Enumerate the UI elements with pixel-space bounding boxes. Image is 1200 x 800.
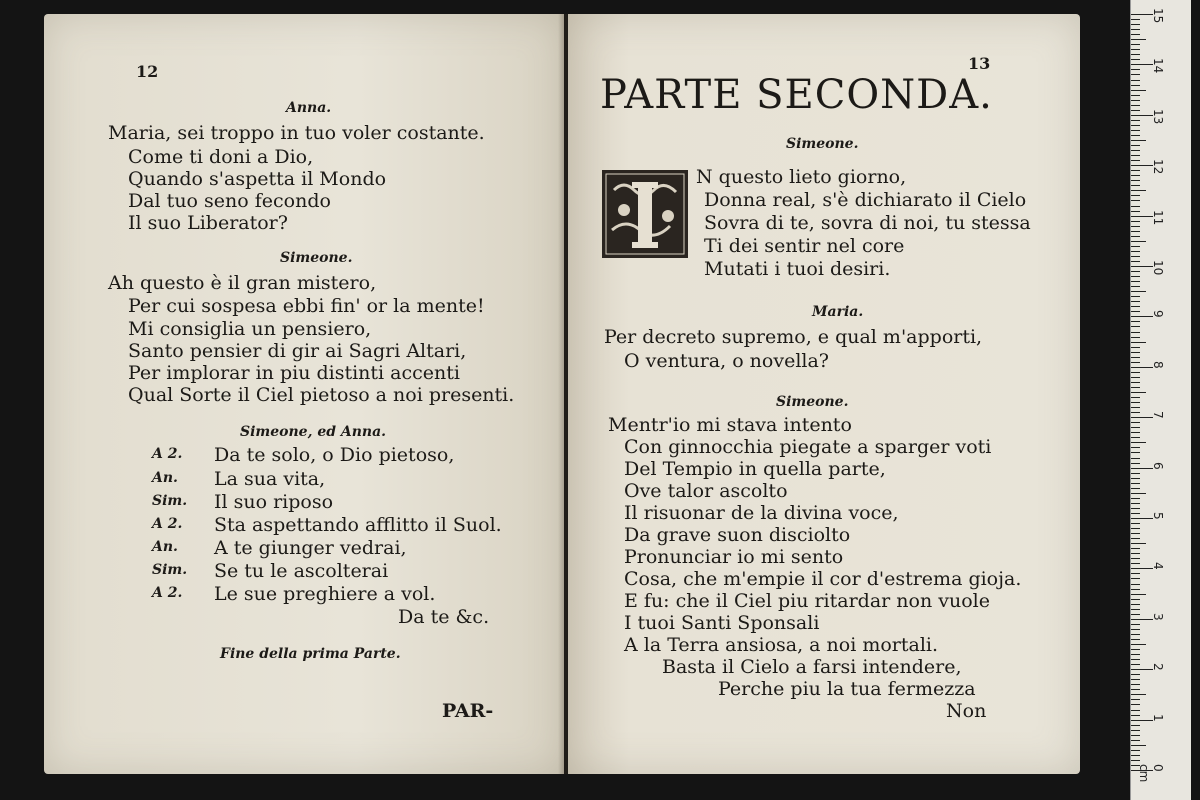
ruler-label: 2 — [1151, 663, 1165, 671]
ruler-tick — [1131, 578, 1140, 579]
ruler-label: 3 — [1151, 612, 1165, 621]
ruler-tick — [1131, 281, 1140, 282]
end-note: Fine della prima Parte. — [220, 646, 401, 662]
ruler-tick — [1131, 473, 1140, 474]
ruler-tick — [1131, 54, 1140, 55]
decorated-initial-icon — [602, 170, 688, 258]
ruler-tick — [1131, 246, 1140, 247]
ruler-tick — [1131, 689, 1140, 690]
ruler-tick — [1131, 694, 1146, 695]
ruler-tick — [1131, 422, 1140, 423]
verse-line: Dal tuo seno fecondo — [128, 190, 331, 212]
ruler-tick — [1131, 206, 1140, 207]
ruler-tick — [1131, 508, 1140, 509]
ruler-tick — [1131, 100, 1140, 101]
speaker-label: Simeone. — [280, 250, 353, 266]
verse-line: Donna real, s'è dichiarato il Cielo — [704, 189, 1027, 211]
ruler-tick — [1131, 291, 1146, 292]
ruler-tick — [1131, 342, 1146, 343]
ruler-tick — [1131, 679, 1140, 680]
ruler-tick — [1131, 34, 1140, 35]
ruler-tick — [1131, 200, 1140, 201]
ruler-tick — [1131, 432, 1140, 433]
ruler-tick — [1131, 684, 1140, 685]
verse-line: Ti dei sentir nel core — [704, 235, 905, 257]
ruler-tick — [1131, 286, 1140, 287]
ruler-tick — [1131, 427, 1140, 428]
verse-line: A la Terra ansiosa, a noi mortali. — [624, 634, 939, 656]
ruler-tick — [1131, 367, 1153, 368]
ruler-tick — [1131, 750, 1140, 751]
ruler-tick — [1131, 745, 1146, 746]
ruler-tick — [1131, 362, 1140, 363]
ruler-tick — [1131, 221, 1140, 222]
ruler-tick — [1131, 674, 1140, 675]
ruler-tick — [1131, 95, 1140, 96]
ruler-tick — [1131, 261, 1140, 262]
ruler-tick — [1131, 563, 1140, 564]
duet-line: Il suo riposo — [214, 491, 334, 513]
ruler-tick — [1131, 715, 1140, 716]
ruler-tick — [1131, 14, 1153, 15]
ruler-tick — [1131, 710, 1140, 711]
ruler-tick — [1131, 498, 1140, 499]
ruler-label: 12 — [1151, 159, 1165, 175]
duet-line: Sta aspettando afflitto il Suol. — [214, 514, 502, 536]
ruler-tick — [1131, 558, 1140, 559]
ruler-tick — [1131, 145, 1140, 146]
ruler-tick — [1131, 624, 1140, 625]
ruler-tick — [1131, 195, 1140, 196]
verse-line: Qual Sorte il Ciel pietoso a noi presenti. — [128, 384, 515, 406]
verse-line: Cosa, che m'empie il cor d'estrema gioja. — [624, 568, 1022, 590]
verse-line: N questo lieto giorno, — [696, 166, 907, 188]
ruler-tick — [1131, 80, 1140, 81]
verse-line: Per decreto supremo, e qual m'apporti, — [604, 326, 983, 348]
ruler-tick — [1131, 190, 1146, 191]
ruler-tick — [1131, 24, 1140, 25]
ruler-tick — [1131, 185, 1140, 186]
ruler-label: 8 — [1151, 360, 1165, 369]
verse-line: Perche piu la tua fermezza — [718, 678, 976, 700]
speaker-label: Anna. — [286, 100, 332, 116]
ruler-tick — [1131, 629, 1140, 630]
verse-line: Quando s'aspetta il Mondo — [128, 168, 387, 190]
ruler-tick — [1131, 125, 1140, 126]
ruler-tick — [1131, 352, 1140, 353]
ruler-tick — [1131, 483, 1140, 484]
ruler-tick — [1131, 175, 1140, 176]
ruler-label: 11 — [1151, 209, 1165, 225]
ruler-tick — [1131, 528, 1140, 529]
ruler-tick — [1131, 725, 1140, 726]
ruler-tick — [1131, 755, 1140, 756]
ruler-tick — [1131, 301, 1140, 302]
ruler-tick — [1131, 407, 1140, 408]
verse-line: Del Tempio in quella parte, — [624, 458, 886, 480]
ruler-tick — [1131, 573, 1140, 574]
ruler-tick — [1131, 382, 1140, 383]
ruler-label: 5 — [1151, 512, 1165, 520]
ruler-tick — [1131, 135, 1140, 136]
ruler-label: 6 — [1151, 461, 1165, 470]
verse-line: Ove talor ascolto — [624, 480, 788, 502]
ruler-tick — [1131, 392, 1146, 393]
speaker-label: Simeone. — [776, 394, 849, 410]
ruler-tick — [1131, 493, 1146, 494]
verse-line: Ah questo è il gran mistero, — [108, 272, 377, 294]
ruler-label: 10 — [1151, 260, 1165, 276]
verse-line: I tuoi Santi Sponsali — [624, 612, 820, 634]
verse-line: Mi consiglia un pensiero, — [128, 318, 372, 340]
ruler-tick — [1131, 19, 1140, 20]
ruler-tick — [1131, 704, 1140, 705]
duet-speaker: Sim. — [152, 562, 188, 578]
ruler-tick — [1131, 241, 1146, 242]
ruler-tick — [1131, 664, 1140, 665]
ruler-tick — [1131, 568, 1153, 569]
ruler-tick — [1131, 447, 1140, 448]
ruler-tick — [1131, 468, 1153, 469]
ruler-tick — [1131, 266, 1153, 267]
ruler-tick — [1131, 518, 1153, 519]
verse-line: Per cui sospesa ebbi fin' or la mente! — [128, 295, 485, 317]
duet-line: Da te solo, o Dio pietoso, — [214, 444, 455, 466]
speaker-label: Simeone. — [786, 136, 859, 152]
ruler-tick — [1131, 321, 1140, 322]
ruler-tick — [1131, 402, 1140, 403]
ruler-tick — [1131, 256, 1140, 257]
ruler-tick — [1131, 337, 1140, 338]
duet-speaker: An. — [152, 470, 178, 486]
ruler-tick — [1131, 311, 1140, 312]
ruler-tick — [1131, 735, 1140, 736]
ruler-tick — [1131, 165, 1153, 166]
speaker-label: Simeone, ed Anna. — [240, 424, 387, 440]
ruler-tick — [1131, 437, 1140, 438]
ruler-tick — [1131, 372, 1140, 373]
ruler-tick — [1131, 503, 1140, 504]
ruler-tick — [1131, 654, 1140, 655]
verse-line: Maria, sei troppo in tuo voler costante. — [108, 122, 485, 144]
ruler-tick — [1131, 760, 1140, 761]
ruler-tick — [1131, 251, 1140, 252]
ruler-tick — [1131, 74, 1140, 75]
ruler-tick — [1131, 85, 1140, 86]
ruler-tick — [1131, 463, 1140, 464]
ruler-label: 13 — [1151, 108, 1165, 125]
ruler-tick — [1131, 543, 1146, 544]
ruler-tick — [1131, 442, 1146, 443]
duet-line: Le sue preghiere a vol. — [214, 583, 436, 605]
verse-line: Il risuonar de la divina voce, — [624, 502, 899, 524]
ruler-tick — [1131, 236, 1140, 237]
ruler-tick — [1131, 634, 1140, 635]
ruler-tick — [1131, 669, 1153, 670]
ruler-tick — [1131, 533, 1140, 534]
ruler-tick — [1131, 538, 1140, 539]
ruler-tick — [1131, 226, 1140, 227]
ruler-tick — [1131, 609, 1140, 610]
ruler-label: 0 cm — [1137, 764, 1165, 783]
right-page — [568, 14, 1080, 774]
ruler-tick — [1131, 594, 1146, 595]
ruler-tick — [1131, 699, 1140, 700]
ruler-tick — [1131, 115, 1153, 116]
ruler-tick — [1131, 180, 1140, 181]
page-number-left: 12 — [136, 62, 159, 81]
ruler-tick — [1131, 478, 1140, 479]
duet-line: A te giunger vedrai, — [214, 537, 407, 559]
ruler-label: 1 — [1151, 713, 1165, 722]
ruler-tick — [1131, 397, 1140, 398]
ruler-tick — [1131, 90, 1146, 91]
ruler-tick — [1131, 170, 1140, 171]
ruler-tick — [1131, 140, 1146, 141]
ruler-tick — [1131, 306, 1140, 307]
ruler-tick — [1131, 59, 1140, 60]
ruler-tick — [1131, 211, 1140, 212]
ruler-tick — [1131, 326, 1140, 327]
ruler-tick — [1131, 160, 1140, 161]
duet-line: Se tu le ascolterai — [214, 560, 389, 582]
ruler-tick — [1131, 105, 1140, 106]
da-capo: Da te &c. — [398, 606, 490, 628]
ruler-tick — [1131, 553, 1140, 554]
ruler-tick — [1131, 740, 1140, 741]
ruler-tick — [1131, 377, 1140, 378]
verse-line: Santo pensier di gir ai Sagri Altari, — [128, 340, 467, 362]
section-title: PARTE SECONDA. — [600, 72, 993, 118]
verse-line: Mutati i tuoi desiri. — [704, 258, 891, 280]
duet-line: La sua vita, — [214, 468, 326, 490]
ruler-tick — [1131, 296, 1140, 297]
ruler-tick — [1131, 412, 1140, 413]
ruler-tick — [1131, 649, 1140, 650]
ruler-tick — [1131, 155, 1140, 156]
ruler-tick — [1131, 488, 1140, 489]
duet-speaker: A 2. — [152, 446, 183, 462]
ruler-tick — [1131, 216, 1153, 217]
duet-speaker: Sim. — [152, 493, 188, 509]
catchword-left: PAR- — [442, 700, 494, 722]
ruler-tick — [1131, 644, 1146, 645]
ruler-tick — [1131, 39, 1146, 40]
verse-line: Da grave suon disciolto — [624, 524, 851, 546]
ruler-tick — [1131, 49, 1140, 50]
measuring-ruler — [1130, 0, 1191, 800]
ruler-tick — [1131, 452, 1140, 453]
catchword-right: Non — [946, 700, 987, 722]
verse-line: O ventura, o novella? — [624, 350, 829, 372]
ruler-tick — [1131, 130, 1140, 131]
ruler-tick — [1131, 584, 1140, 585]
ruler-tick — [1131, 271, 1140, 272]
verse-line: Con ginnocchia piegate a sparger voti — [624, 436, 992, 458]
verse-line: Pronunciar io mi sento — [624, 546, 844, 568]
verse-line: Per implorar in piu distinti accenti — [128, 362, 460, 384]
ruler-label: 4 — [1151, 562, 1165, 571]
ruler-tick — [1131, 548, 1140, 549]
speaker-label: Maria. — [812, 304, 864, 320]
duet-speaker: A 2. — [152, 516, 183, 532]
ruler-label: 9 — [1151, 310, 1165, 319]
ruler-tick — [1131, 619, 1153, 620]
ruler-tick — [1131, 417, 1153, 418]
verse-line: E fu: che il Ciel piu ritardar non vuole — [624, 590, 990, 612]
verse-line: Il suo Liberator? — [128, 212, 288, 234]
ruler-tick — [1131, 120, 1140, 121]
ruler-tick — [1131, 231, 1140, 232]
duet-speaker: An. — [152, 539, 178, 555]
ruler-tick — [1131, 639, 1140, 640]
verse-line: Basta il Cielo a farsi intendere, — [662, 656, 962, 678]
ruler-tick — [1131, 604, 1140, 605]
ruler-tick — [1131, 29, 1140, 30]
verse-line: Come ti doni a Dio, — [128, 146, 314, 168]
ruler-tick — [1131, 276, 1140, 277]
ruler-tick — [1131, 347, 1140, 348]
ruler-tick — [1131, 730, 1140, 731]
ruler-tick — [1131, 614, 1140, 615]
ruler-tick — [1131, 513, 1140, 514]
verse-line: Sovra di te, sovra di noi, tu stessa — [704, 212, 1031, 234]
ruler-tick — [1131, 64, 1153, 65]
ruler-tick — [1131, 44, 1140, 45]
ruler-tick — [1131, 720, 1153, 721]
ruler-tick — [1131, 316, 1153, 317]
verse-line: Mentr'io mi stava intento — [608, 414, 852, 436]
left-page — [44, 14, 564, 774]
page-number-right: 13 — [968, 54, 991, 73]
ruler-tick — [1131, 659, 1140, 660]
ruler-tick — [1131, 150, 1140, 151]
duet-speaker: A 2. — [152, 585, 183, 601]
ruler-label: 14 — [1151, 58, 1165, 74]
ruler-tick — [1131, 387, 1140, 388]
ruler-tick — [1131, 332, 1140, 333]
ruler-tick — [1131, 110, 1140, 111]
ruler-tick — [1131, 599, 1140, 600]
ruler-tick — [1131, 357, 1140, 358]
ruler-tick — [1131, 69, 1140, 70]
ruler-tick — [1131, 523, 1140, 524]
ruler-label: 7 — [1151, 411, 1165, 419]
ruler-tick — [1131, 458, 1140, 459]
ruler-label: 15 — [1151, 8, 1165, 24]
ruler-tick — [1131, 589, 1140, 590]
